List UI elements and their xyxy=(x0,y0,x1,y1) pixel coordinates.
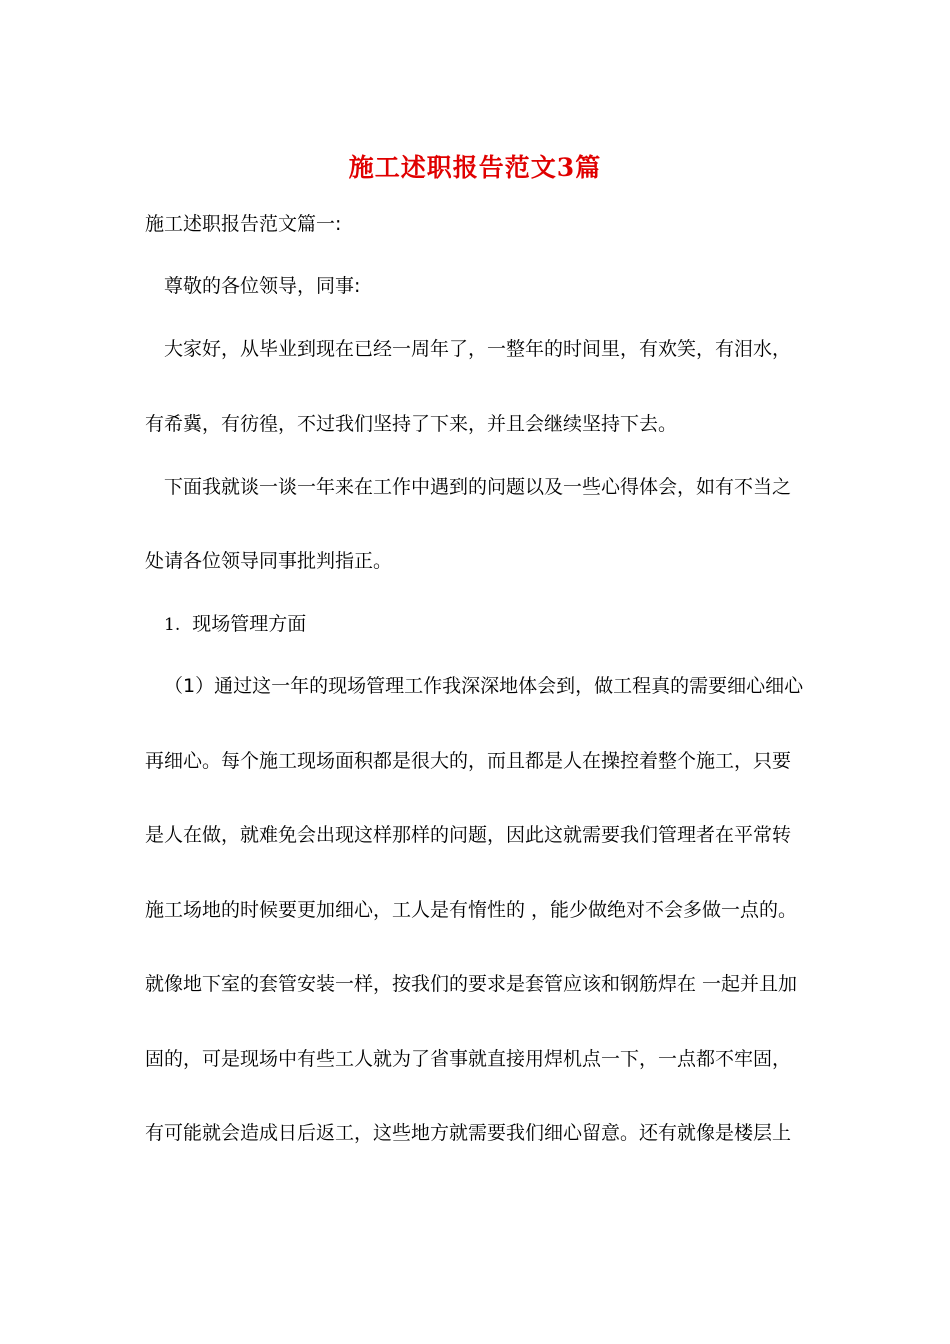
paragraph-line: 下面我就谈一谈一年来在工作中遇到的问题以及一些心得体会，如有不当之 xyxy=(164,476,792,498)
paragraph-line: 有希冀，有彷徨，不过我们坚持了下来，并且会继续坚持下去。 xyxy=(145,413,678,435)
paragraph-line: 大家好，从毕业到现在已经一周年了，一整年的时间里，有欢笑，有泪水， xyxy=(164,338,792,360)
list-item-text: 现场管理方面 xyxy=(192,613,307,635)
paragraph-line: 再细心。每个施工现场面积都是很大的，而且都是人在操控着整个施工，只要 xyxy=(145,750,792,772)
section-heading: 施工述职报告范文篇一: xyxy=(145,213,342,235)
document-title: 施工述职报告范文3篇 xyxy=(348,153,602,182)
paragraph-line: （1）通过这一年的现场管理工作我深深地体会到，做工程真的需要细心细心 xyxy=(164,675,804,697)
paragraph-line: 有可能就会造成日后返工，这些地方就需要我们细心留意。还有就像是楼层上 xyxy=(145,1122,792,1144)
paragraph-line: 处请各位领导同事批判指正。 xyxy=(145,550,393,572)
paragraph-line: 固的，可是现场中有些工人就为了省事就直接用焊机点一下，一点都不牢固， xyxy=(145,1048,792,1070)
salutation: 尊敬的各位领导，同事: xyxy=(164,275,361,297)
paragraph-line: 施工场地的时候要更加细心，工人是有惰性的 ，能少做绝对不会多做一点的。 xyxy=(145,899,798,921)
list-item-heading xyxy=(164,611,844,638)
list-number: 1. xyxy=(164,615,181,635)
paragraph-line: 是人在做，就难免会出现这样那样的问题，因此这就需要我们管理者在平常转 xyxy=(145,824,792,846)
paragraph-line: 就像地下室的套管安装一样，按我们的要求是套管应该和钢筋焊在 一起并且加 xyxy=(145,973,798,995)
